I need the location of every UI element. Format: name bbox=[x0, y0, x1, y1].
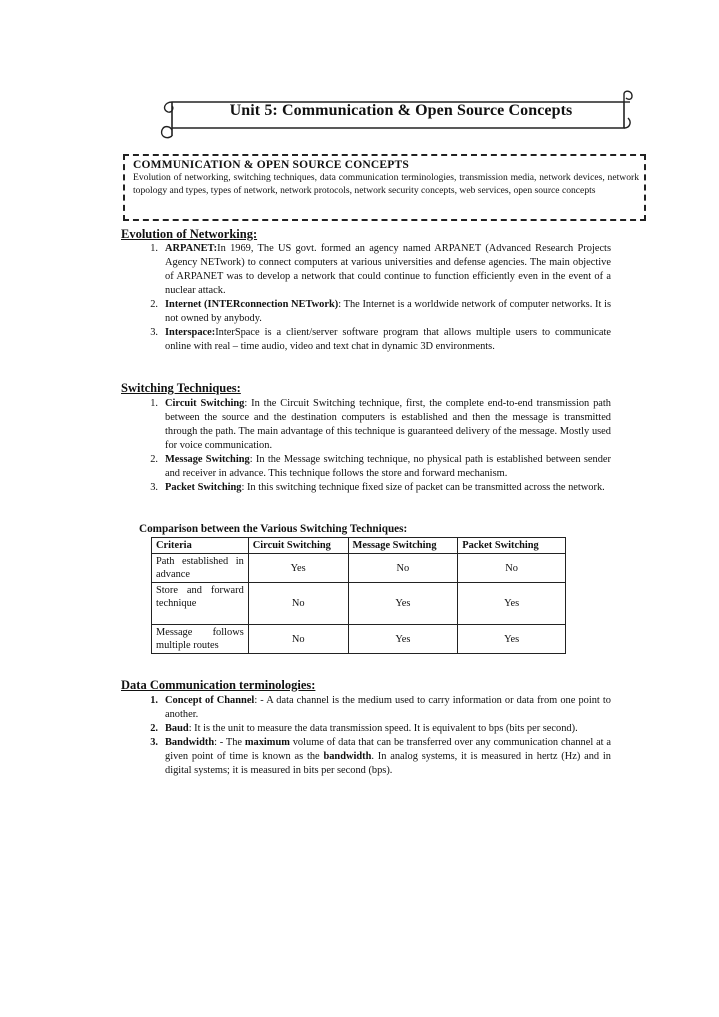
comparison-heading: Comparison between the Various Switching Techniques: bbox=[139, 523, 408, 535]
column-header: Packet Switching bbox=[458, 538, 566, 554]
table-cell: Yes bbox=[348, 583, 458, 625]
item-number: 3. bbox=[150, 327, 158, 338]
table-cell: No bbox=[248, 583, 348, 625]
terminologies-list bbox=[140, 694, 611, 778]
evolution-heading: Evolution of Networking: bbox=[121, 227, 258, 241]
list-item bbox=[140, 397, 611, 453]
item-number: 1. bbox=[150, 695, 158, 706]
item-emphasis: maximum bbox=[244, 737, 290, 748]
list-item bbox=[140, 736, 611, 778]
table-cell: No bbox=[248, 625, 348, 654]
item-number: 1. bbox=[150, 243, 158, 254]
table-cell: Path established in advance bbox=[152, 554, 249, 583]
item-text: : In the Circuit Switching technique, first, the complete end-to-end transmission path between the source and the destination computers is established and then the message is transmitted through the path. The main advantage of this technique is guaranteed delivery of the message. Mostly used for voice communication. bbox=[165, 398, 612, 451]
topics-summary-box bbox=[123, 154, 646, 221]
item-term: Message Switching bbox=[165, 454, 250, 465]
summary-heading: COMMUNICATION & OPEN SOURCE CONCEPTS bbox=[133, 159, 409, 171]
list-item bbox=[140, 694, 611, 722]
table-cell: Message follows multiple routes bbox=[152, 625, 249, 654]
item-number: 3. bbox=[150, 482, 158, 493]
table-cell: Yes bbox=[458, 625, 566, 654]
item-emphasis: bandwidth bbox=[323, 751, 372, 762]
table-cell: Yes bbox=[458, 583, 566, 625]
item-text: : The Internet is a worldwide network of computer networks. It is not owned by anybody. bbox=[165, 299, 611, 324]
table-row bbox=[152, 625, 566, 654]
item-number: 3. bbox=[150, 737, 158, 748]
item-number: 1. bbox=[150, 398, 158, 409]
item-term: Bandwidth bbox=[165, 737, 215, 748]
unit-title: Unit 5: Communication & Open Source Concepts bbox=[229, 102, 573, 119]
item-number: 2. bbox=[150, 723, 158, 734]
item-text: : - A data channel is the medium used to carry information or data from one point to another. bbox=[165, 695, 611, 720]
item-term: Packet Switching bbox=[165, 482, 242, 493]
list-item bbox=[140, 242, 611, 298]
unit-title-banner bbox=[158, 90, 634, 142]
terminologies-heading: Data Communication terminologies: bbox=[121, 678, 316, 692]
table-cell: Yes bbox=[348, 625, 458, 654]
item-number: 2. bbox=[150, 454, 158, 465]
item-text: . In analog systems, it is measured in hertz (Hz) and in digital systems; it is measured in bits per second (bps). bbox=[165, 751, 611, 776]
item-text: InterSpace is a client/server software program that allows multiple users to communicate online with real – time audio, video and text chat in dynamic 3D environments. bbox=[165, 327, 611, 352]
item-text: : - The bbox=[214, 737, 245, 748]
item-number: 2. bbox=[150, 299, 158, 310]
item-text: : It is the unit to measure the data transmission speed. It is equivalent to bps (bits per second). bbox=[188, 723, 578, 734]
item-text: In 1969, The US govt. formed an agency named ARPANET (Advanced Research Projects Agency NETwork) to connect computers at various universities and defense agencies. The main objective of ARPANET was to develop a network that could continue to function efficiently even in the event of a nuclear attack. bbox=[165, 243, 611, 296]
item-text: : In the Message switching technique, no physical path is established between sender and receiver in advance. This technique follows the store and forward mechanism. bbox=[165, 454, 611, 479]
item-term: Internet (INTERconnection NETwork) bbox=[165, 299, 339, 310]
column-header: Circuit Switching bbox=[248, 538, 348, 554]
list-item bbox=[140, 481, 611, 495]
list-item bbox=[140, 326, 611, 354]
item-term: Circuit Switching bbox=[165, 398, 245, 409]
table-cell: Yes bbox=[248, 554, 348, 583]
item-text: : In this switching technique fixed size of packet can be transmitted across the network. bbox=[241, 482, 605, 493]
item-text: volume of data that can be transferred over any communication channel at a given point of time is known as the bbox=[165, 737, 611, 762]
column-header: Criteria bbox=[152, 538, 249, 554]
summary-body: Evolution of networking, switching techniques, data communication terminologies, transmission media, network devices, network topology and types, types of network, network protocols, network security concepts, web services, open source concepts bbox=[133, 172, 639, 196]
switching-heading: Switching Techniques: bbox=[121, 381, 241, 395]
item-term: Interspace: bbox=[165, 327, 216, 338]
table-cell: No bbox=[458, 554, 566, 583]
item-term: Concept of Channel bbox=[165, 695, 255, 706]
table-cell: No bbox=[348, 554, 458, 583]
list-item bbox=[140, 722, 611, 736]
column-header: Message Switching bbox=[348, 538, 458, 554]
item-term: ARPANET: bbox=[165, 243, 218, 254]
evolution-list bbox=[140, 242, 611, 354]
comparison-table bbox=[151, 537, 566, 654]
switching-list bbox=[140, 397, 611, 495]
table-row bbox=[152, 583, 566, 625]
list-item bbox=[140, 298, 611, 326]
table-row bbox=[152, 554, 566, 583]
list-item bbox=[140, 453, 611, 481]
table-cell: Store and forward technique bbox=[152, 583, 249, 625]
table-header-row bbox=[152, 538, 566, 554]
item-term: Baud bbox=[165, 723, 189, 734]
